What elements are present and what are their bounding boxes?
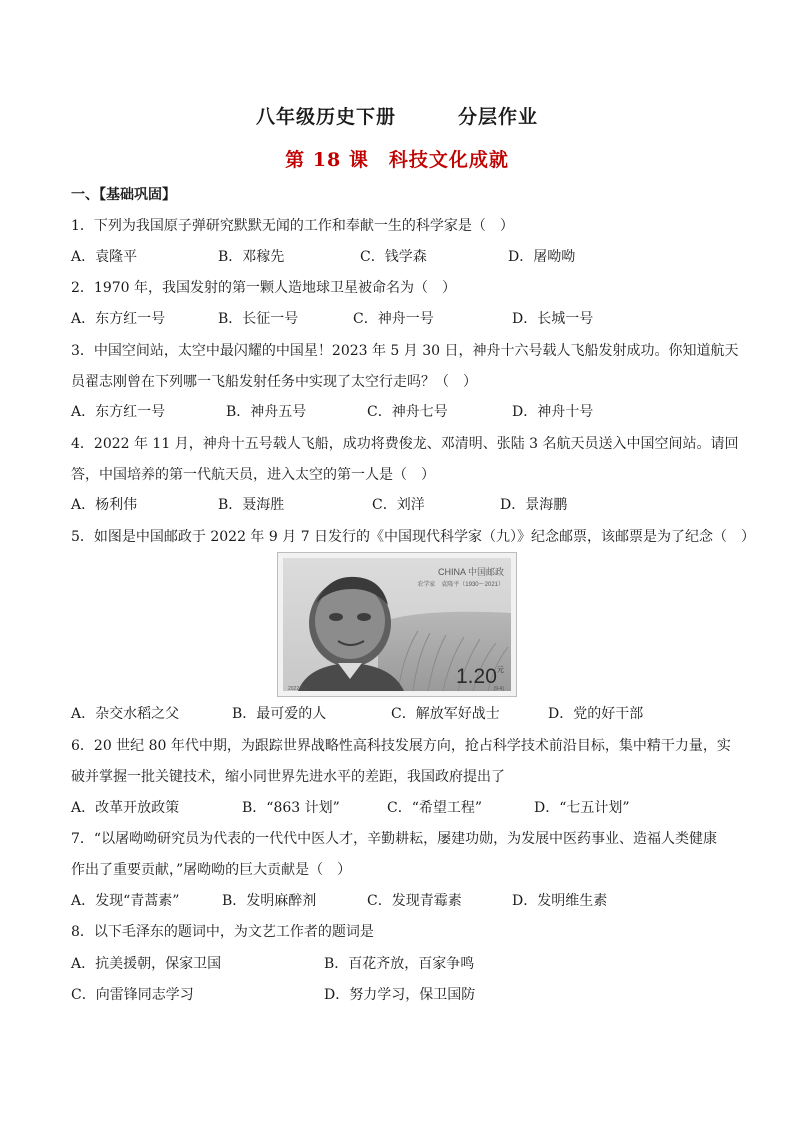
stamp-country-text: CHINA 中国邮政 (437, 567, 504, 577)
commemorative-stamp-image (277, 552, 517, 697)
q4-option-d: D．景海鹏 (500, 497, 568, 513)
q6-option-a: A．改革开放政策 (71, 800, 180, 816)
question-7-stem-line2: 作出了重要贡献，”屠呦呦的巨大贡献是（ ） (71, 862, 352, 878)
q6-option-d: D．“七五计划” (534, 800, 630, 816)
q4-option-a: A．杨利伟 (71, 497, 138, 513)
question-6-stem-line2: 破并掌握一批关键技术，缩小同世界先进水平的差距，我国政府提出了 (71, 769, 505, 785)
q2-option-b: B．长征一号 (218, 311, 299, 327)
q8-option-d: D．努力学习，保卫国防 (324, 987, 476, 1003)
stamp-caption: 农学家 袁隆平（1930～2021） (417, 582, 504, 588)
question-3-stem-line2: 员翟志刚曾在下列哪一飞船发射任务中实现了太空行走吗？（ ） (71, 374, 477, 390)
q3-option-a: A．东方红一号 (71, 404, 166, 420)
question-3-stem-line1: 3．中国空间站，太空中最闪耀的中国星！2023 年 5 月 30 日，神舟十六号载人飞船发射成功。你知道航天 (71, 343, 739, 359)
q3-option-c: C．神舟七号 (367, 404, 448, 420)
title-homework-type: 分层作业 (458, 106, 539, 128)
q6-option-c: C．“希望工程” (387, 800, 483, 816)
q7-option-c: C．发现青霉素 (367, 893, 462, 909)
stamp-code-left: 2022-24 (288, 686, 307, 692)
q4-option-c: C．刘洋 (372, 497, 425, 513)
question-2-stem: 2．1970 年，我国发射的第一颗人造地球卫星被命名为（ ） (71, 280, 456, 296)
q7-option-b: B．发明麻醉剂 (222, 893, 317, 909)
q8-option-c: C．向雷锋同志学习 (71, 987, 194, 1003)
q4-option-b: B．聂海胜 (218, 497, 285, 513)
q3-option-d: D．神舟十号 (512, 404, 594, 420)
q5-option-d: D．党的好干部 (548, 706, 644, 722)
section-heading: 一、【基础巩固】 (71, 187, 176, 203)
q8-option-a: A．抗美援朝，保家卫国 (71, 956, 222, 972)
q3-option-b: B．神舟五号 (226, 404, 307, 420)
q1-option-a: A．袁隆平 (71, 249, 138, 265)
question-7-stem-line1: 7．“以屠呦呦研究员为代表的一代代中医人才，辛勤耕耘，屡建功勋，为发展中医药事业、造福人类健康 (71, 831, 718, 847)
question-6-stem-line1: 6．20 世纪 80 年代中期，为跟踪世界战略性高科技发展方向，抢占科学技术前沿目标，集中精干力量，实 (71, 738, 731, 754)
q2-option-c: C．神舟一号 (353, 311, 434, 327)
page-title (0, 102, 794, 129)
q8-option-b: B．百花齐放，百家争鸣 (324, 956, 475, 972)
question-1-stem: 1．下列为我国原子弹研究默默无闻的工作和奉献一生的科学家是（ ） (71, 218, 514, 234)
q1-option-d: D．屠呦呦 (508, 249, 576, 265)
stamp-value: 1.20 (456, 665, 497, 688)
question-8-stem: 8．以下毛泽东的题词中，为文艺工作者的题词是 (71, 924, 374, 940)
q5-option-a: A．杂交水稻之父 (71, 706, 180, 722)
lesson-title: 第 18 课 科技文化成就 (285, 149, 509, 171)
stamp-code-right: (9-4) (493, 686, 504, 692)
q7-option-d: D．发明维生素 (512, 893, 608, 909)
q7-option-a: A．发现“青蒿素” (71, 893, 180, 909)
question-5-stem: 5．如图是中国邮政于 2022 年 9 月 7 日发行的《中国现代科学家（九）》纪念邮票，该邮票是为了纪念（ ） (71, 529, 756, 545)
q5-option-c: C．解放军好战士 (391, 706, 500, 722)
q5-option-b: B．最可爱的人 (232, 706, 327, 722)
q1-option-b: B．邓稼先 (218, 249, 285, 265)
q2-option-a: A．东方红一号 (71, 311, 166, 327)
question-4-stem-line1: 4．2022 年 11 月，神舟十五号载人飞船，成功将费俊龙、邓清明、张陆 3 名航天员送入中国空间站。请回 (71, 436, 739, 452)
q2-option-d: D．长城一号 (512, 311, 594, 327)
title-grade-book: 八年级历史下册 (255, 106, 396, 128)
stamp-value-unit: 元 (496, 667, 504, 674)
q6-option-b: B．“863 计划” (242, 800, 340, 816)
q1-option-c: C．钱学森 (360, 249, 427, 265)
question-4-stem-line2: 答，中国培养的第一代航天员，进入太空的第一人是（ ） (71, 467, 435, 483)
